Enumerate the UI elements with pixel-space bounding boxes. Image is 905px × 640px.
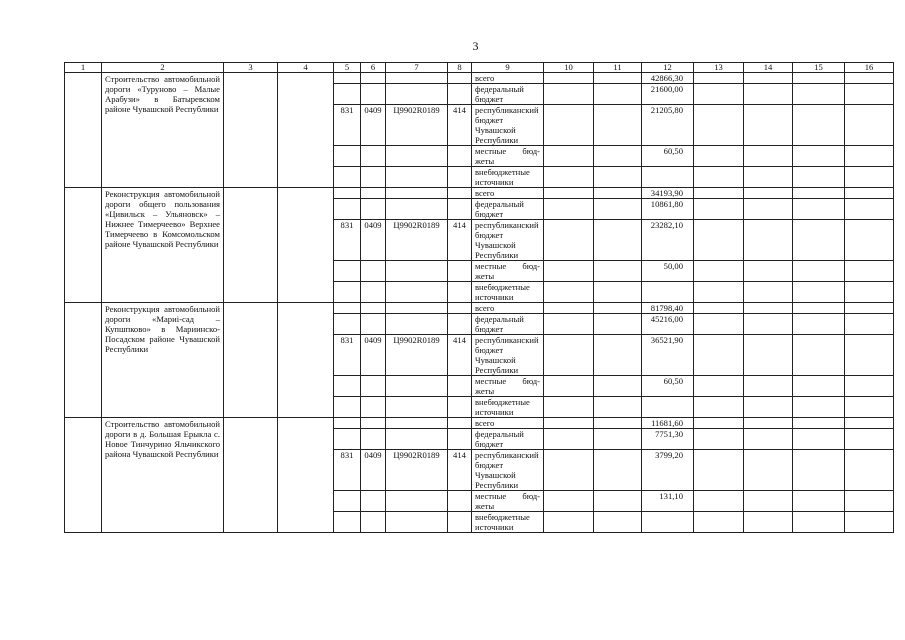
cell-col4 [278, 418, 334, 533]
cell-col10 [544, 261, 594, 282]
cell-col16 [845, 429, 894, 450]
cell-col10 [544, 376, 594, 397]
cell-col13 [694, 314, 744, 335]
cell-col14 [744, 376, 793, 397]
funding-amount: 60,50 [642, 146, 694, 167]
column-header: 8 [448, 63, 472, 73]
cell-col13 [694, 335, 744, 376]
cell-col11 [594, 491, 642, 512]
cell-col15 [793, 314, 845, 335]
cell-col16 [845, 188, 894, 199]
cell-col14 [744, 220, 793, 261]
budget-code-c6 [361, 429, 386, 450]
table-row [65, 73, 894, 84]
cell-col14 [744, 73, 793, 84]
cell-col15 [793, 335, 845, 376]
budget-code-c8: 414 [448, 450, 472, 491]
budget-code-c6 [361, 282, 386, 303]
budget-code-c6: 0409 [361, 220, 386, 261]
cell-col13 [694, 376, 744, 397]
cell-col13 [694, 303, 744, 314]
cell-col16 [845, 261, 894, 282]
funding-amount [642, 397, 694, 418]
budget-code-c7 [386, 418, 448, 429]
cell-col11 [594, 314, 642, 335]
budget-code-c6 [361, 376, 386, 397]
cell-col3 [224, 188, 278, 303]
cell-col11 [594, 105, 642, 146]
funding-amount: 60,50 [642, 376, 694, 397]
cell-col10 [544, 167, 594, 188]
cell-col11 [594, 376, 642, 397]
budget-code-c7 [386, 282, 448, 303]
cell-col15 [793, 73, 845, 84]
cell-col14 [744, 199, 793, 220]
cell-col13 [694, 282, 744, 303]
cell-col16 [845, 105, 894, 146]
budget-code-c5 [334, 261, 361, 282]
cell-col14 [744, 429, 793, 450]
column-header: 12 [642, 63, 694, 73]
cell-col15 [793, 397, 845, 418]
cell-col14 [744, 335, 793, 376]
budget-code-c8 [448, 188, 472, 199]
cell-col1 [65, 303, 102, 418]
funding-source: всего [472, 418, 544, 429]
cell-col3 [224, 303, 278, 418]
funding-source: республиканский бюджет Чувашской Республики [472, 105, 544, 146]
funding-source: всего [472, 303, 544, 314]
budget-code-c7 [386, 429, 448, 450]
cell-col10 [544, 73, 594, 84]
cell-col14 [744, 491, 793, 512]
budget-code-c6 [361, 84, 386, 105]
table-row [65, 303, 894, 314]
budget-code-c5 [334, 491, 361, 512]
budget-code-c8 [448, 199, 472, 220]
budget-code-c7 [386, 84, 448, 105]
cell-col11 [594, 188, 642, 199]
cell-col13 [694, 397, 744, 418]
cell-col4 [278, 188, 334, 303]
cell-col16 [845, 512, 894, 533]
budget-code-c6 [361, 397, 386, 418]
cell-col11 [594, 450, 642, 491]
funding-source: всего [472, 188, 544, 199]
budget-code-c6 [361, 199, 386, 220]
cell-col15 [793, 512, 845, 533]
funding-source: внебюджетные источники [472, 512, 544, 533]
cell-col16 [845, 418, 894, 429]
cell-col15 [793, 167, 845, 188]
budget-code-c8 [448, 167, 472, 188]
cell-col13 [694, 199, 744, 220]
budget-code-c5: 831 [334, 450, 361, 491]
budget-code-c8 [448, 261, 472, 282]
funding-source: федеральный бюджет [472, 199, 544, 220]
cell-col16 [845, 167, 894, 188]
cell-col15 [793, 261, 845, 282]
budget-code-c7 [386, 146, 448, 167]
cell-col13 [694, 418, 744, 429]
funding-amount [642, 512, 694, 533]
cell-col15 [793, 282, 845, 303]
cell-col13 [694, 429, 744, 450]
cell-col14 [744, 146, 793, 167]
cell-col15 [793, 491, 845, 512]
cell-col13 [694, 105, 744, 146]
budget-code-c7 [386, 303, 448, 314]
budget-code-c6 [361, 303, 386, 314]
budget-code-c7: Ц9902R0189 [386, 220, 448, 261]
column-header: 3 [224, 63, 278, 73]
funding-amount: 50,00 [642, 261, 694, 282]
funding-source: местные бюджеты [472, 261, 544, 282]
cell-col14 [744, 167, 793, 188]
budget-code-c7 [386, 376, 448, 397]
table-row [65, 188, 894, 199]
cell-col13 [694, 491, 744, 512]
budget-code-c5 [334, 73, 361, 84]
funding-source: местные бюджеты [472, 491, 544, 512]
budget-code-c7 [386, 397, 448, 418]
budget-code-c6 [361, 512, 386, 533]
cell-col16 [845, 314, 894, 335]
cell-col15 [793, 84, 845, 105]
column-header: 16 [845, 63, 894, 73]
budget-code-c7: Ц9902R0189 [386, 105, 448, 146]
cell-col13 [694, 220, 744, 261]
cell-col1 [65, 418, 102, 533]
cell-col13 [694, 188, 744, 199]
funding-source: внебюджетные источники [472, 282, 544, 303]
funding-amount: 11681,60 [642, 418, 694, 429]
cell-col15 [793, 429, 845, 450]
cell-col10 [544, 429, 594, 450]
cell-col13 [694, 84, 744, 105]
funding-amount: 21600,00 [642, 84, 694, 105]
cell-col15 [793, 303, 845, 314]
cell-col10 [544, 220, 594, 261]
budget-code-c8 [448, 491, 472, 512]
column-header: 2 [102, 63, 224, 73]
cell-col13 [694, 146, 744, 167]
funding-amount: 21205,80 [642, 105, 694, 146]
budget-code-c5 [334, 199, 361, 220]
budget-code-c8 [448, 397, 472, 418]
funding-source: республиканский бюджет Чувашской Республики [472, 450, 544, 491]
budget-code-c7 [386, 261, 448, 282]
budget-code-c8 [448, 146, 472, 167]
funding-source: федеральный бюджет [472, 84, 544, 105]
cell-col10 [544, 146, 594, 167]
funding-source: федеральный бюджет [472, 314, 544, 335]
budget-code-c5 [334, 188, 361, 199]
cell-col16 [845, 282, 894, 303]
column-header: 1 [65, 63, 102, 73]
cell-col15 [793, 450, 845, 491]
budget-code-c5: 831 [334, 105, 361, 146]
funding-amount: 45216,00 [642, 314, 694, 335]
project-description: Реконструкция автомобильной дороги «Мариi-сад – Купшпково» в Мариинско-Посадском районе Чувашской Республики [102, 303, 224, 418]
page-number: 3 [472, 39, 479, 53]
budget-code-c5 [334, 429, 361, 450]
budget-code-c8 [448, 314, 472, 335]
budget-code-c8: 414 [448, 220, 472, 261]
budget-code-c5 [334, 167, 361, 188]
budget-code-c7: Ц9902R0189 [386, 335, 448, 376]
budget-code-c7 [386, 314, 448, 335]
cell-col14 [744, 282, 793, 303]
cell-col11 [594, 335, 642, 376]
budget-code-c6 [361, 73, 386, 84]
funding-amount: 131,10 [642, 491, 694, 512]
budget-code-c6: 0409 [361, 450, 386, 491]
cell-col10 [544, 314, 594, 335]
budget-code-c5 [334, 376, 361, 397]
budget-code-c5 [334, 512, 361, 533]
funding-amount: 81798,40 [642, 303, 694, 314]
budget-code-c5 [334, 146, 361, 167]
cell-col11 [594, 84, 642, 105]
cell-col10 [544, 282, 594, 303]
cell-col14 [744, 418, 793, 429]
budget-code-c8 [448, 84, 472, 105]
cell-col11 [594, 429, 642, 450]
cell-col15 [793, 418, 845, 429]
cell-col11 [594, 282, 642, 303]
budget-code-c8 [448, 303, 472, 314]
funding-source: республиканский бюджет Чувашской Республики [472, 335, 544, 376]
cell-col3 [224, 418, 278, 533]
cell-col16 [845, 491, 894, 512]
cell-col11 [594, 303, 642, 314]
column-header: 10 [544, 63, 594, 73]
cell-col16 [845, 335, 894, 376]
cell-col10 [544, 335, 594, 376]
funding-source: местные бюджеты [472, 376, 544, 397]
project-description: Строительство автомобильной дороги в д. Большая Ерыкла с. Новое Тинчурино Яльчикского района Чувашской Республики [102, 418, 224, 533]
cell-col16 [845, 84, 894, 105]
budget-code-c7 [386, 199, 448, 220]
budget-code-c7 [386, 512, 448, 533]
cell-col13 [694, 167, 744, 188]
cell-col10 [544, 105, 594, 146]
column-header: 4 [278, 63, 334, 73]
budget-code-c8 [448, 282, 472, 303]
cell-col11 [594, 167, 642, 188]
cell-col16 [845, 450, 894, 491]
cell-col15 [793, 199, 845, 220]
budget-code-c8 [448, 512, 472, 533]
cell-col13 [694, 512, 744, 533]
cell-col10 [544, 418, 594, 429]
project-description: Реконструкция автомобильной дороги общего пользования «Цивильск – Ульяновск» – Нижнее Тимерчеево» Верхнее Тимерчеево в Комсомольском районе Чувашской Республики [102, 188, 224, 303]
funding-source: республиканский бюджет Чувашской Республики [472, 220, 544, 261]
cell-col10 [544, 84, 594, 105]
cell-col4 [278, 303, 334, 418]
funding-amount: 10861,80 [642, 199, 694, 220]
cell-col15 [793, 146, 845, 167]
column-header: 15 [793, 63, 845, 73]
cell-col14 [744, 261, 793, 282]
funding-source: внебюджетные источники [472, 167, 544, 188]
budget-code-c6: 0409 [361, 335, 386, 376]
funding-amount: 23282,10 [642, 220, 694, 261]
budget-code-c6 [361, 146, 386, 167]
budget-code-c7 [386, 167, 448, 188]
cell-col4 [278, 73, 334, 188]
cell-col14 [744, 314, 793, 335]
budget-code-c8 [448, 429, 472, 450]
funding-amount: 34193,90 [642, 188, 694, 199]
cell-col16 [845, 199, 894, 220]
funding-source: всего [472, 73, 544, 84]
funding-amount: 36521,90 [642, 335, 694, 376]
budget-code-c6 [361, 261, 386, 282]
cell-col10 [544, 188, 594, 199]
cell-col14 [744, 84, 793, 105]
funding-amount: 7751,30 [642, 429, 694, 450]
cell-col1 [65, 73, 102, 188]
budget-code-c5 [334, 418, 361, 429]
cell-col14 [744, 188, 793, 199]
cell-col14 [744, 105, 793, 146]
cell-col15 [793, 105, 845, 146]
column-header: 11 [594, 63, 642, 73]
cell-col15 [793, 220, 845, 261]
cell-col11 [594, 220, 642, 261]
budget-code-c8 [448, 376, 472, 397]
budget-code-c6: 0409 [361, 105, 386, 146]
cell-col16 [845, 73, 894, 84]
budget-code-c7 [386, 73, 448, 84]
cell-col11 [594, 261, 642, 282]
column-header-row [65, 63, 894, 73]
cell-col13 [694, 73, 744, 84]
budget-code-c7 [386, 188, 448, 199]
budget-code-c7: Ц9902R0189 [386, 450, 448, 491]
budget-code-c5 [334, 84, 361, 105]
budget-code-c8 [448, 73, 472, 84]
column-header: 13 [694, 63, 744, 73]
budget-code-c5: 831 [334, 220, 361, 261]
funding-source: федеральный бюджет [472, 429, 544, 450]
cell-col16 [845, 376, 894, 397]
cell-col15 [793, 376, 845, 397]
project-description: Строительство автомобильной дороги «Туруново – Малые Арабузи» в Батыревском районе Чувашской Республики [102, 73, 224, 188]
funding-amount: 42866,30 [642, 73, 694, 84]
cell-col11 [594, 397, 642, 418]
table-row [65, 418, 894, 429]
funding-amount [642, 282, 694, 303]
cell-col10 [544, 450, 594, 491]
cell-col10 [544, 303, 594, 314]
funding-source: внебюджетные источники [472, 397, 544, 418]
budget-code-c8: 414 [448, 335, 472, 376]
cell-col11 [594, 418, 642, 429]
budget-code-c6 [361, 491, 386, 512]
column-header: 5 [334, 63, 361, 73]
budget-code-c5 [334, 397, 361, 418]
budget-code-c5 [334, 282, 361, 303]
cell-col10 [544, 491, 594, 512]
budget-code-c5: 831 [334, 335, 361, 376]
column-header: 6 [361, 63, 386, 73]
budget-code-c6 [361, 418, 386, 429]
cell-col16 [845, 303, 894, 314]
column-header: 9 [472, 63, 544, 73]
cell-col3 [224, 73, 278, 188]
budget-code-c5 [334, 314, 361, 335]
cell-col16 [845, 146, 894, 167]
cell-col11 [594, 512, 642, 533]
cell-col1 [65, 188, 102, 303]
budget-code-c6 [361, 314, 386, 335]
funding-amount [642, 167, 694, 188]
cell-col14 [744, 450, 793, 491]
cell-col11 [594, 199, 642, 220]
budget-code-c7 [386, 491, 448, 512]
budget-code-c6 [361, 167, 386, 188]
funding-amount: 3799,20 [642, 450, 694, 491]
cell-col10 [544, 397, 594, 418]
cell-col13 [694, 450, 744, 491]
cell-col10 [544, 512, 594, 533]
column-header: 14 [744, 63, 793, 73]
cell-col11 [594, 146, 642, 167]
cell-col14 [744, 512, 793, 533]
cell-col16 [845, 397, 894, 418]
budget-code-c6 [361, 188, 386, 199]
column-header: 7 [386, 63, 448, 73]
budget-code-c8: 414 [448, 105, 472, 146]
funding-source: местные бюджеты [472, 146, 544, 167]
cell-col15 [793, 188, 845, 199]
cell-col11 [594, 73, 642, 84]
cell-col16 [845, 220, 894, 261]
budget-code-c8 [448, 418, 472, 429]
budget-table [64, 62, 894, 533]
cell-col14 [744, 397, 793, 418]
budget-code-c5 [334, 303, 361, 314]
cell-col10 [544, 199, 594, 220]
cell-col13 [694, 261, 744, 282]
cell-col14 [744, 303, 793, 314]
